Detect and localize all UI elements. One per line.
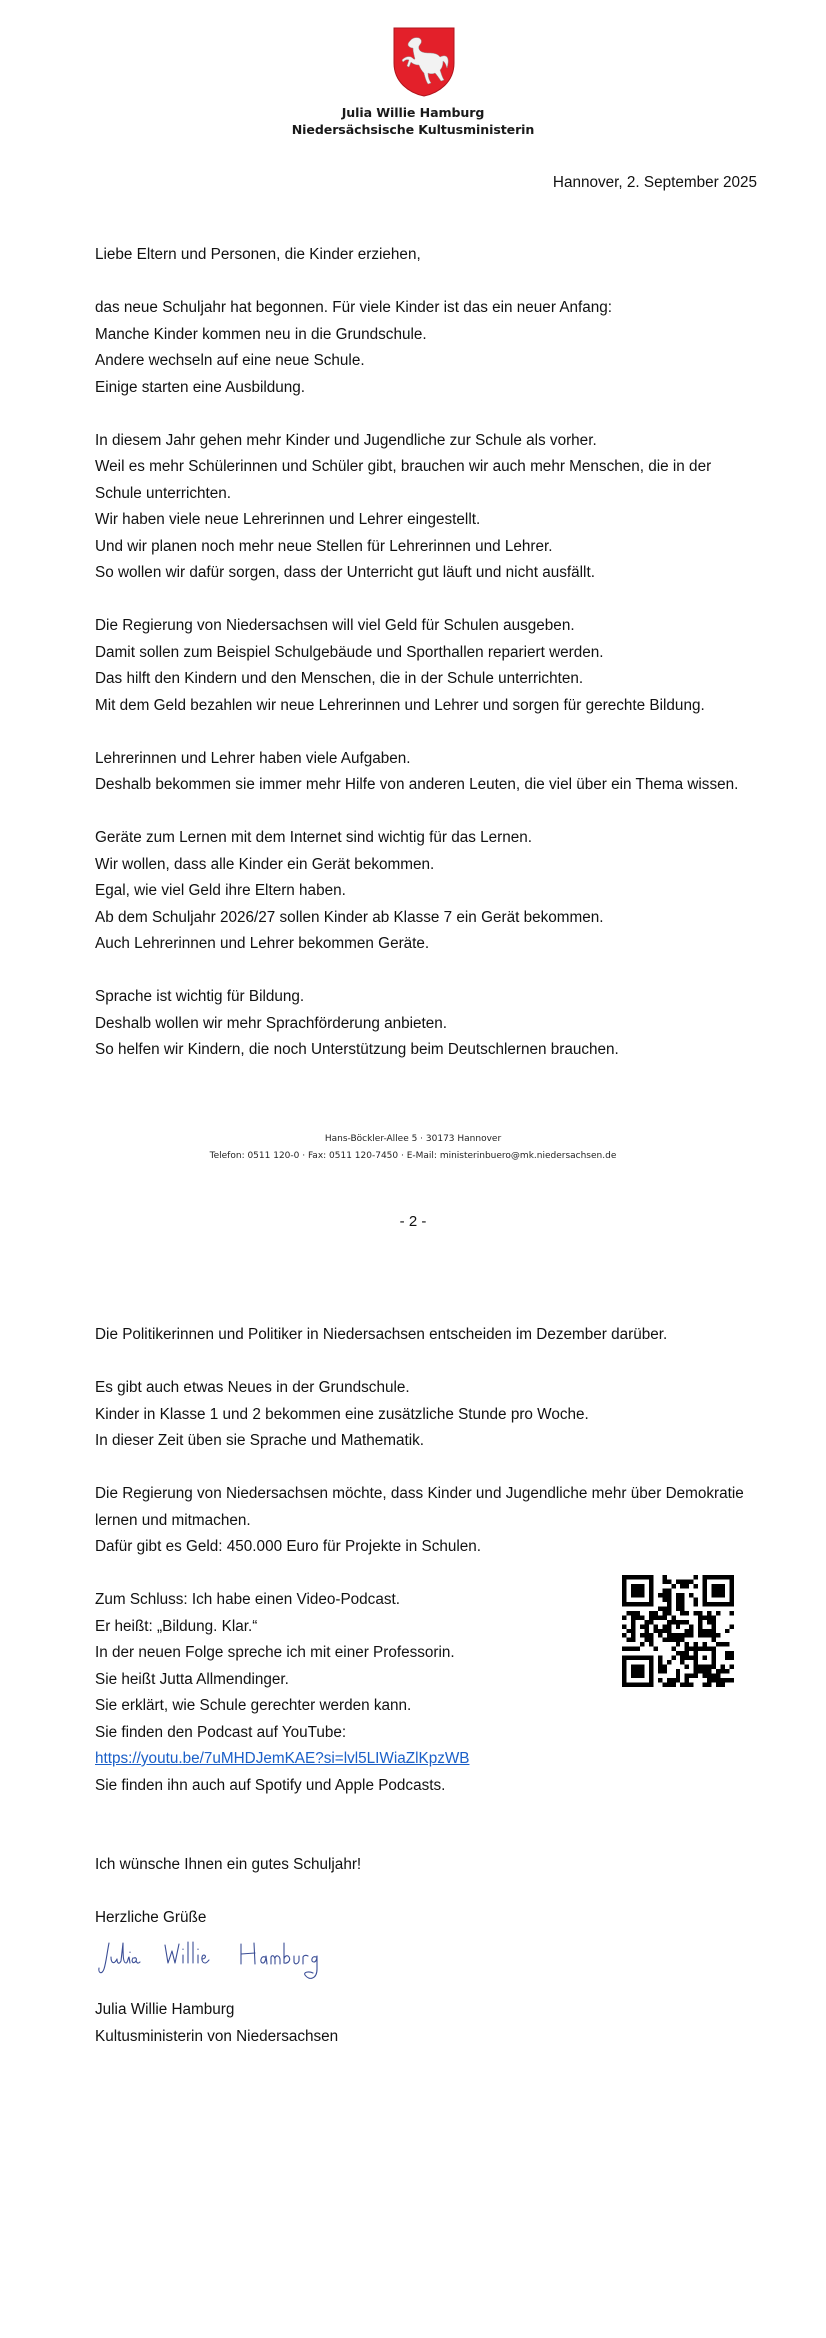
footer-contact: Telefon: 0511 120-0 · Fax: 0511 120-7450 · E-Mail: ministerinbuero@mk.niedersachsen.de <box>209 1151 617 1161</box>
text-line: In diesem Jahr gehen mehr Kinder und Jugendliche zur Schule als vorher. <box>95 431 597 449</box>
text-line: Das hilft den Kindern und den Menschen, die in der Schule unterrichten. <box>95 670 584 687</box>
text-line: Sie finden ihn auch auf Spotify und Apple Podcasts. <box>95 1776 446 1794</box>
signer-name: Julia Willie Hamburg <box>95 2001 235 2018</box>
text-line: Manche Kinder kommen neu in die Grundschule. <box>95 325 427 343</box>
text-line: Sie erklärt, wie Schule gerechter werden kann. <box>95 1697 412 1714</box>
text-line: Kinder in Klasse 1 und 2 bekommen eine zusätzliche Stunde pro Woche. <box>95 1405 589 1423</box>
letterhead-name: Julia Willie Hamburg <box>341 105 485 120</box>
text-line: Mit dem Geld bezahlen wir neue Lehrerinnen und Lehrer und sorgen für gerechte Bildung. <box>95 696 705 714</box>
text-line: Deshalb bekommen sie immer mehr Hilfe von anderen Leuten, die viel über ein Thema wissen. <box>95 776 739 793</box>
text-line: In dieser Zeit üben sie Sprache und Mathematik. <box>95 1432 425 1449</box>
qr-code-icon[interactable] <box>622 1575 734 1687</box>
text-line: Auch Lehrerinnen und Lehrer bekommen Geräte. <box>95 935 430 952</box>
text-line: Weil es mehr Schülerinnen und Schüler gibt, brauchen wir auch mehr Menschen, die in der <box>95 458 712 475</box>
text-line: Geräte zum Lernen mit dem Internet sind wichtig für das Lernen. <box>95 829 533 846</box>
text-line: Sie heißt Jutta Allmendinger. <box>95 1670 289 1688</box>
text-line: Die Politikerinnen und Politiker in Niedersachsen entscheiden im Dezember darüber. <box>95 1326 668 1343</box>
text-line: Die Regierung von Niedersachsen möchte, dass Kinder und Jugendliche mehr über Demokratie <box>95 1485 744 1502</box>
handwritten-signature <box>95 1935 335 1987</box>
date-line: Hannover, 2. September 2025 <box>552 174 757 191</box>
text-line: lernen und mitmachen. <box>95 1511 251 1529</box>
text-line: Ab dem Schuljahr 2026/27 sollen Kinder ab Klasse 7 ein Gerät bekommen. <box>95 908 604 926</box>
text-line: So wollen wir dafür sorgen, dass der Unterricht gut läuft und nicht ausfällt. <box>95 564 595 581</box>
text-line: Einige starten eine Ausbildung. <box>95 378 306 396</box>
text-line: Die Regierung von Niedersachsen will viel Geld für Schulen ausgeben. <box>95 617 575 634</box>
closing-wish: Ich wünsche Ihnen ein gutes Schuljahr! <box>95 1856 362 1873</box>
text-line: Wir wollen, dass alle Kinder ein Gerät bekommen. <box>95 855 435 873</box>
text-line: Sprache ist wichtig für Bildung. <box>95 988 305 1005</box>
greeting: Herzliche Grüße <box>95 1909 207 1926</box>
text-line: In der neuen Folge spreche ich mit einer Professorin. <box>95 1644 455 1661</box>
signer-title: Kultusministerin von Niedersachsen <box>95 2027 339 2045</box>
text-line: Damit sollen zum Beispiel Schulgebäude und Sporthallen repariert werden. <box>95 643 604 661</box>
letterhead-title: Niedersächsische Kultusministerin <box>291 122 535 137</box>
page-number: - 2 - <box>399 1213 427 1230</box>
text-line: Schule unterrichten. <box>95 484 232 502</box>
text-line: Dafür gibt es Geld: 450.000 Euro für Projekte in Schulen. <box>95 1538 482 1555</box>
text-line: Andere wechseln auf eine neue Schule. <box>95 352 365 369</box>
text-line: Wir haben viele neue Lehrerinnen und Lehrer eingestellt. <box>95 511 481 528</box>
text-line: So helfen wir Kindern, die noch Unterstützung beim Deutschlernen brauchen. <box>95 1041 619 1058</box>
text-line: Es gibt auch etwas Neues in der Grundschule. <box>95 1379 410 1396</box>
text-line: Zum Schluss: Ich habe einen Video-Podcast. <box>95 1591 400 1608</box>
text-line: Und wir planen noch mehr neue Stellen für Lehrerinnen und Lehrer. <box>95 537 553 555</box>
text-line: Deshalb wollen wir mehr Sprachförderung anbieten. <box>95 1014 448 1032</box>
salutation: Liebe Eltern und Personen, die Kinder erziehen, <box>95 246 421 263</box>
footer-address: Hans-Böckler-Allee 5 · 30173 Hannover <box>324 1134 502 1144</box>
text-line: Egal, wie viel Geld ihre Eltern haben. <box>95 882 346 899</box>
text-line: Sie finden den Podcast auf YouTube: <box>95 1723 347 1741</box>
text-line: Lehrerinnen und Lehrer haben viele Aufgaben. <box>95 749 411 767</box>
lower-saxony-coat-of-arms-icon <box>393 27 455 97</box>
text-line: Er heißt: „Bildung. Klar.“ <box>95 1617 258 1635</box>
youtube-podcast-link[interactable]: https://youtu.be/7uMHDJemKAE?si=lvl5LIWiaZlKpzWB <box>95 1750 470 1767</box>
text-line: das neue Schuljahr hat begonnen. Für viele Kinder ist das ein neuer Anfang: <box>95 299 613 316</box>
